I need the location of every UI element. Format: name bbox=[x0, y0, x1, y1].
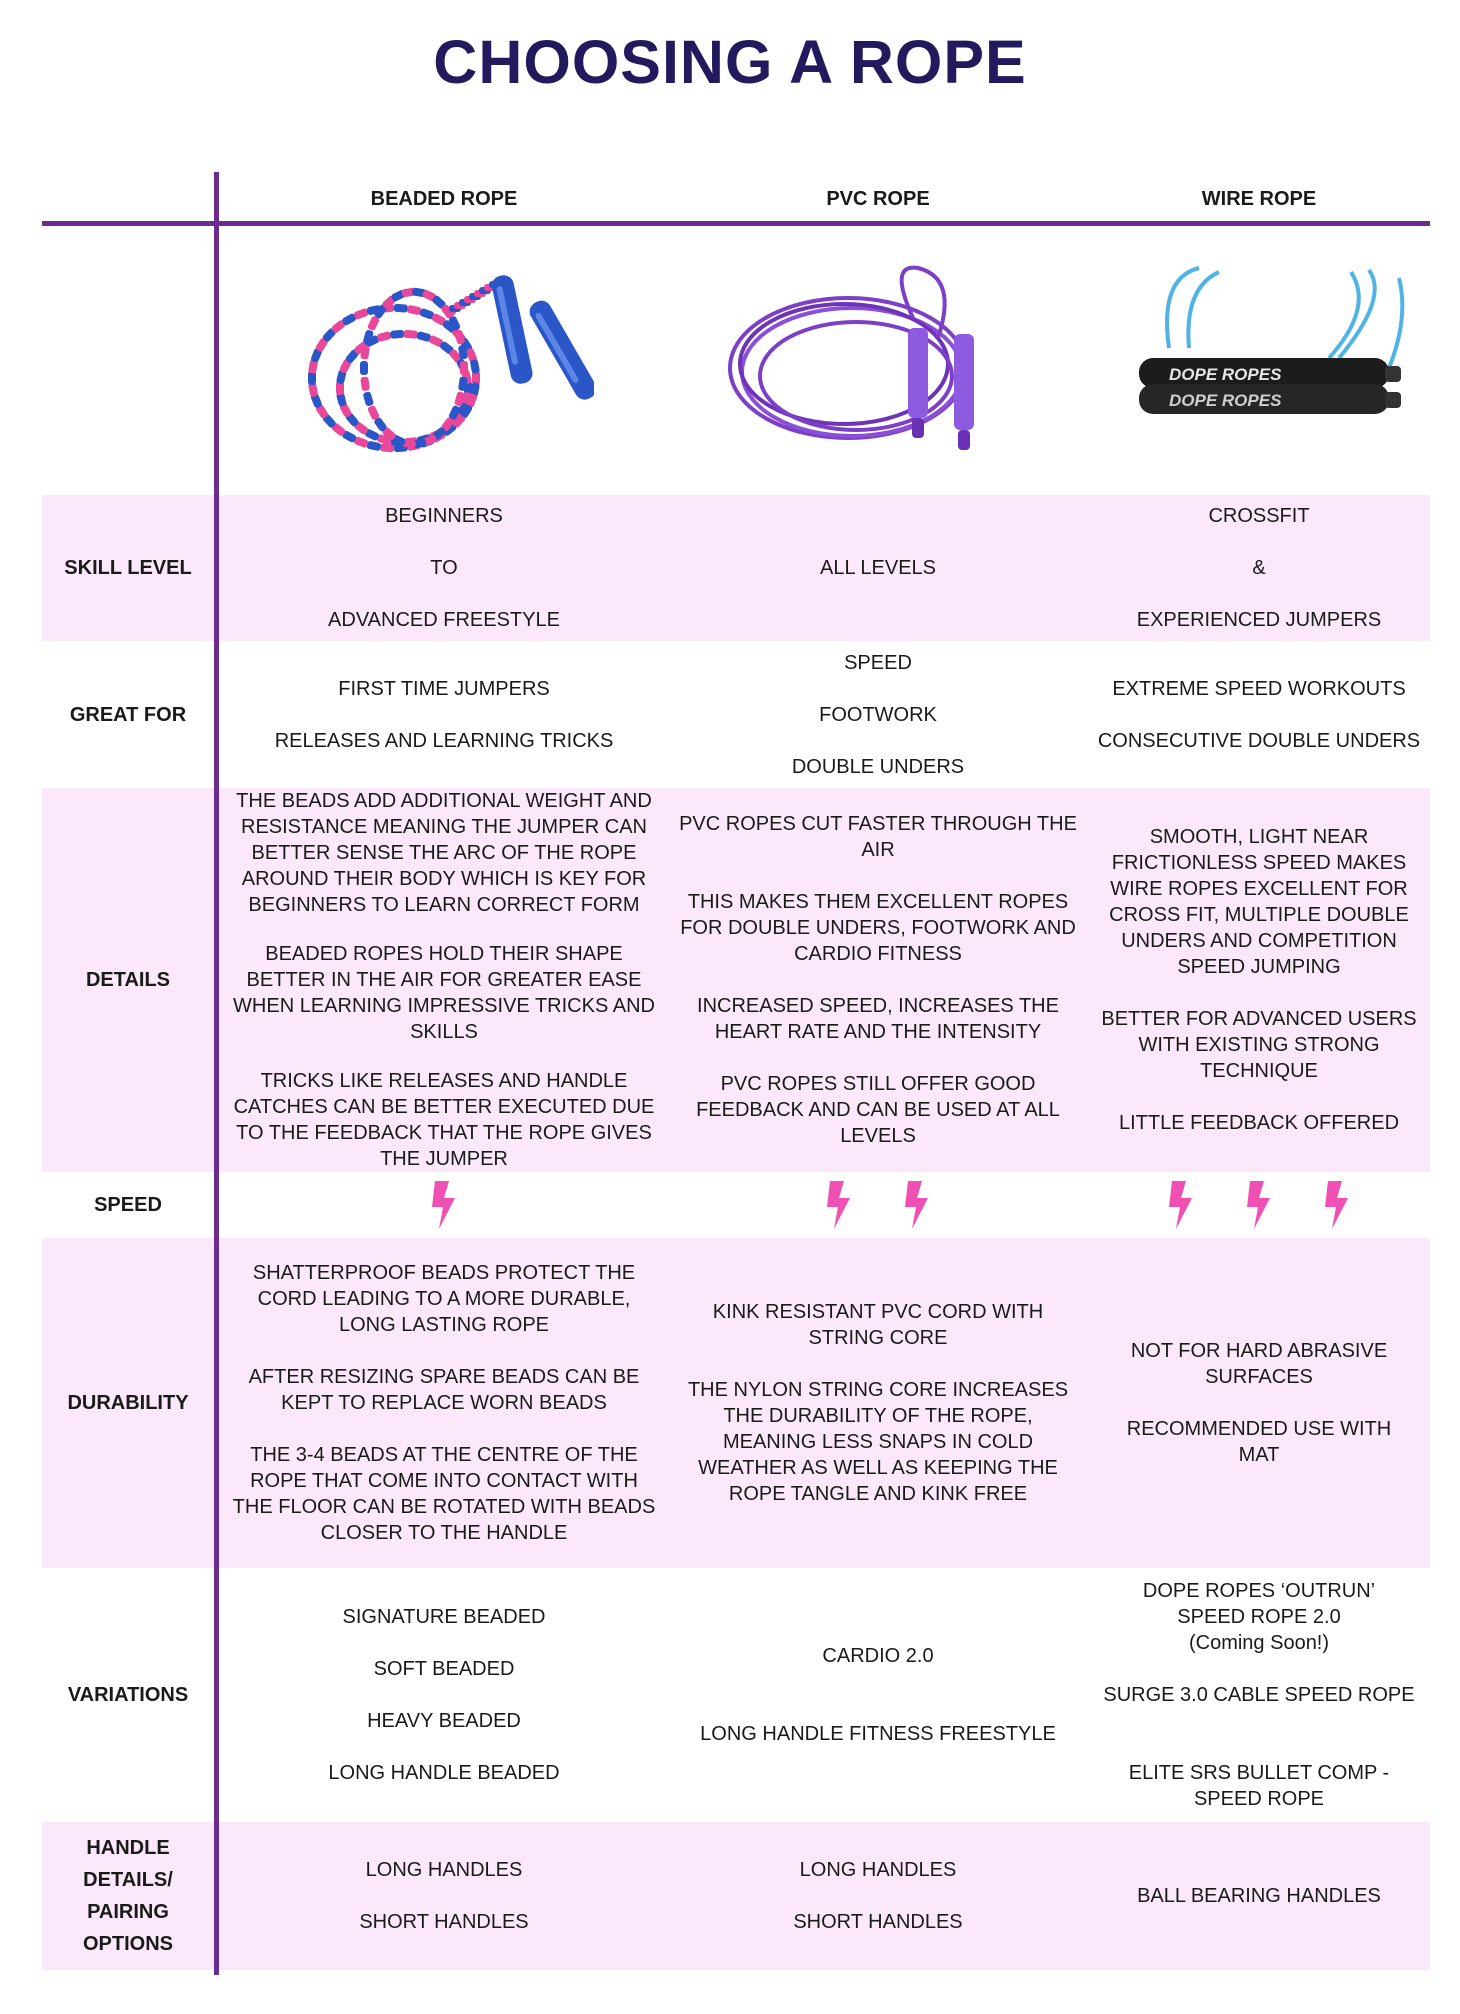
text-line: DOPE ROPES ‘OUTRUN’ bbox=[1142, 1580, 1376, 1602]
durability-wire bbox=[1088, 1238, 1430, 1568]
skill-level-wire bbox=[1088, 495, 1430, 641]
text-line: ADVANCED FREESTYLE bbox=[328, 609, 560, 631]
row-label-skill-level: SKILL LEVEL bbox=[64, 557, 192, 579]
details-row bbox=[42, 788, 1430, 1172]
details-beaded bbox=[220, 788, 668, 1172]
text-paragraph: PVC ROPES STILL OFFER GOOD FEEDBACK AND CAN BE USED AT ALL LEVELS bbox=[696, 1073, 1060, 1147]
text-line: SURGE 3.0 CABLE SPEED ROPE bbox=[1103, 1684, 1415, 1706]
text-paragraph: RECOMMENDED USE WITH MAT bbox=[1126, 1418, 1392, 1466]
row-label-variations: VARIATIONS bbox=[67, 1684, 189, 1706]
column-header-beaded: BEADED ROPE bbox=[370, 187, 518, 210]
header-divider bbox=[42, 221, 1430, 226]
handles-beaded bbox=[220, 1822, 668, 1970]
text-line: EXTREME SPEED WORKOUTS bbox=[1112, 677, 1406, 700]
text-line: EXPERIENCED JUMPERS bbox=[1136, 609, 1382, 631]
wire-handle-logo-text-2: DOPE ROPES bbox=[1169, 391, 1282, 410]
speed-beaded bbox=[220, 1172, 668, 1238]
durability-pvc bbox=[668, 1238, 1088, 1568]
column-header-row bbox=[42, 176, 1430, 221]
column-header-wire: WIRE ROPE bbox=[1201, 187, 1317, 210]
lightning-bolt-icon bbox=[1322, 1181, 1352, 1229]
text-paragraph: THE 3-4 BEADS AT THE CENTRE OF THE ROPE THAT COME INTO CONTACT WITH THE FLOOR CAN BE ROTATED WITH BEADS CLOSER TO THE HANDLE bbox=[232, 1444, 656, 1544]
text-line: & bbox=[1252, 557, 1266, 579]
text-line: FOOTWORK bbox=[819, 703, 937, 726]
details-pvc bbox=[668, 788, 1088, 1172]
durability-beaded bbox=[220, 1238, 668, 1568]
text-line: LONG HANDLE BEADED bbox=[328, 1762, 560, 1784]
row-label-durability: DURABILITY bbox=[67, 1392, 189, 1414]
text-paragraph: SMOOTH, LIGHT NEAR FRICTIONLESS SPEED MAKES WIRE ROPES EXCELLENT FOR CROSS FIT, MULTIPLE DOUBLE UNDERS AND COMPETITION SPEED JUMPING bbox=[1109, 826, 1409, 978]
text-line: ALL LEVELS bbox=[819, 557, 936, 579]
row-label-details: DETAILS bbox=[85, 969, 171, 991]
text-line: BALL BEARING HANDLES bbox=[1137, 1885, 1381, 1907]
text-line: SIGNATURE BEADED bbox=[342, 1606, 546, 1628]
wire-rope-image bbox=[1088, 226, 1430, 490]
text-paragraph: SHATTERPROOF BEADS PROTECT THE CORD LEADING TO A MORE DURABLE, LONG LASTING ROPE bbox=[252, 1262, 636, 1336]
text-paragraph: TRICKS LIKE RELEASES AND HANDLE CATCHES CAN BE BETTER EXECUTED DUE TO THE FEEDBACK THAT THE ROPE GIVES THE JUMPER bbox=[233, 1070, 655, 1170]
lightning-bolt-icon bbox=[902, 1181, 932, 1229]
text-line: CROSSFIT bbox=[1208, 505, 1310, 527]
variations-beaded bbox=[220, 1568, 668, 1822]
speed-wire bbox=[1088, 1172, 1430, 1238]
text-paragraph: AFTER RESIZING SPARE BEADS CAN BE KEPT TO REPLACE WORN BEADS bbox=[248, 1366, 640, 1414]
text-paragraph: NOT FOR HARD ABRASIVE SURFACES bbox=[1130, 1340, 1388, 1388]
wire-rope-illustration bbox=[1089, 258, 1429, 458]
text-paragraph: BEADED ROPES HOLD THEIR SHAPE BETTER IN THE AIR FOR GREATER EASE WHEN LEARNING IMPRESSIVE TRICKS AND SKILLS bbox=[233, 943, 655, 1043]
beaded-rope-illustration bbox=[294, 248, 594, 468]
durability-row bbox=[42, 1238, 1430, 1568]
text-line: TO bbox=[430, 557, 458, 579]
speed-pvc bbox=[668, 1172, 1088, 1238]
lightning-bolt-icon bbox=[1244, 1181, 1274, 1229]
text-paragraph: THE BEADS ADD ADDITIONAL WEIGHT AND RESISTANCE MEANING THE JUMPER CAN BETTER SENSE THE ARC OF THE ROPE AROUND THEIR BODY WHICH IS KEY FOR BEGINNERS TO LEARN CORRECT FORM bbox=[236, 790, 652, 916]
row-label-speed: SPEED bbox=[94, 1194, 162, 1216]
text-line: LONG HANDLE FITNESS FREESTYLE bbox=[700, 1723, 1056, 1745]
skill-level-beaded bbox=[220, 495, 668, 641]
label-line: OPTIONS bbox=[82, 1933, 173, 1955]
text-paragraph: KINK RESISTANT PVC CORD WITH STRING CORE bbox=[712, 1301, 1044, 1349]
text-paragraph: LITTLE FEEDBACK OFFERED bbox=[1118, 1112, 1400, 1134]
beaded-rope-image bbox=[220, 226, 668, 490]
label-line: HANDLE bbox=[86, 1837, 170, 1859]
text-paragraph: BETTER FOR ADVANCED USERS WITH EXISTING STRONG TECHNIQUE bbox=[1101, 1008, 1417, 1082]
text-line: RELEASES AND LEARNING TRICKS bbox=[274, 729, 614, 752]
pvc-rope-illustration bbox=[718, 258, 1038, 458]
skill-level-row bbox=[42, 495, 1430, 641]
label-line: PAIRING bbox=[87, 1901, 169, 1923]
image-row bbox=[42, 226, 1430, 490]
text-line: HEAVY BEADED bbox=[367, 1710, 521, 1732]
row-label-great-for: GREAT FOR bbox=[69, 703, 187, 726]
page-title: CHOOSING A ROPE bbox=[433, 28, 1027, 96]
speed-row bbox=[42, 1172, 1430, 1238]
text-paragraph: INCREASED SPEED, INCREASES THE HEART RATE AND THE INTENSITY bbox=[697, 995, 1059, 1043]
text-line: SPEED ROPE 2.0 bbox=[1177, 1606, 1341, 1628]
text-line: CONSECUTIVE DOUBLE UNDERS bbox=[1097, 729, 1421, 752]
text-line: SHORT HANDLES bbox=[359, 1911, 529, 1933]
text-line: LONG HANDLES bbox=[799, 1859, 957, 1881]
text-line: CARDIO 2.0 bbox=[822, 1645, 934, 1667]
variations-row bbox=[42, 1568, 1430, 1822]
text-line: SPEED bbox=[844, 651, 912, 674]
variations-wire bbox=[1088, 1568, 1430, 1822]
lightning-bolt-icon bbox=[1166, 1181, 1196, 1229]
column-header-pvc: PVC ROPE bbox=[826, 187, 930, 210]
great-for-pvc bbox=[668, 641, 1088, 788]
text-paragraph: PVC ROPES CUT FASTER THROUGH THE AIR bbox=[679, 813, 1077, 861]
row-label-handle-details bbox=[42, 1822, 214, 1970]
great-for-row bbox=[42, 641, 1430, 788]
text-line: BEGINNERS bbox=[385, 505, 503, 527]
details-wire bbox=[1088, 788, 1430, 1172]
text-line: DOUBLE UNDERS bbox=[791, 755, 965, 778]
text-line: SOFT BEADED bbox=[373, 1658, 515, 1680]
pvc-rope-image bbox=[668, 226, 1088, 490]
text-line: SHORT HANDLES bbox=[793, 1911, 963, 1933]
handle-details-row bbox=[42, 1822, 1430, 1970]
lightning-bolt-icon bbox=[429, 1181, 459, 1229]
text-paragraph: THE NYLON STRING CORE INCREASES THE DURABILITY OF THE ROPE, MEANING LESS SNAPS IN COLD WEATHER AS WELL AS KEEPING THE ROPE TANGLE AND KINK FREE bbox=[687, 1379, 1069, 1505]
text-line: (Coming Soon!) bbox=[1188, 1632, 1330, 1654]
text-line: ELITE SRS BULLET COMP - SPEED ROPE bbox=[1128, 1762, 1390, 1810]
handles-pvc bbox=[668, 1822, 1088, 1970]
vertical-divider bbox=[214, 172, 219, 1975]
text-line: FIRST TIME JUMPERS bbox=[338, 677, 550, 700]
variations-pvc bbox=[668, 1568, 1088, 1822]
lightning-bolt-icon bbox=[824, 1181, 854, 1229]
great-for-beaded bbox=[220, 641, 668, 788]
text-line: LONG HANDLES bbox=[365, 1859, 523, 1881]
text-paragraph: THIS MAKES THEM EXCELLENT ROPES FOR DOUBLE UNDERS, FOOTWORK AND CARDIO FITNESS bbox=[680, 891, 1076, 965]
wire-handle-logo-text: DOPE ROPES bbox=[1169, 365, 1282, 384]
skill-level-pvc bbox=[668, 495, 1088, 641]
handles-wire bbox=[1088, 1822, 1430, 1970]
great-for-wire bbox=[1088, 641, 1430, 788]
label-line: DETAILS/ bbox=[83, 1869, 173, 1891]
